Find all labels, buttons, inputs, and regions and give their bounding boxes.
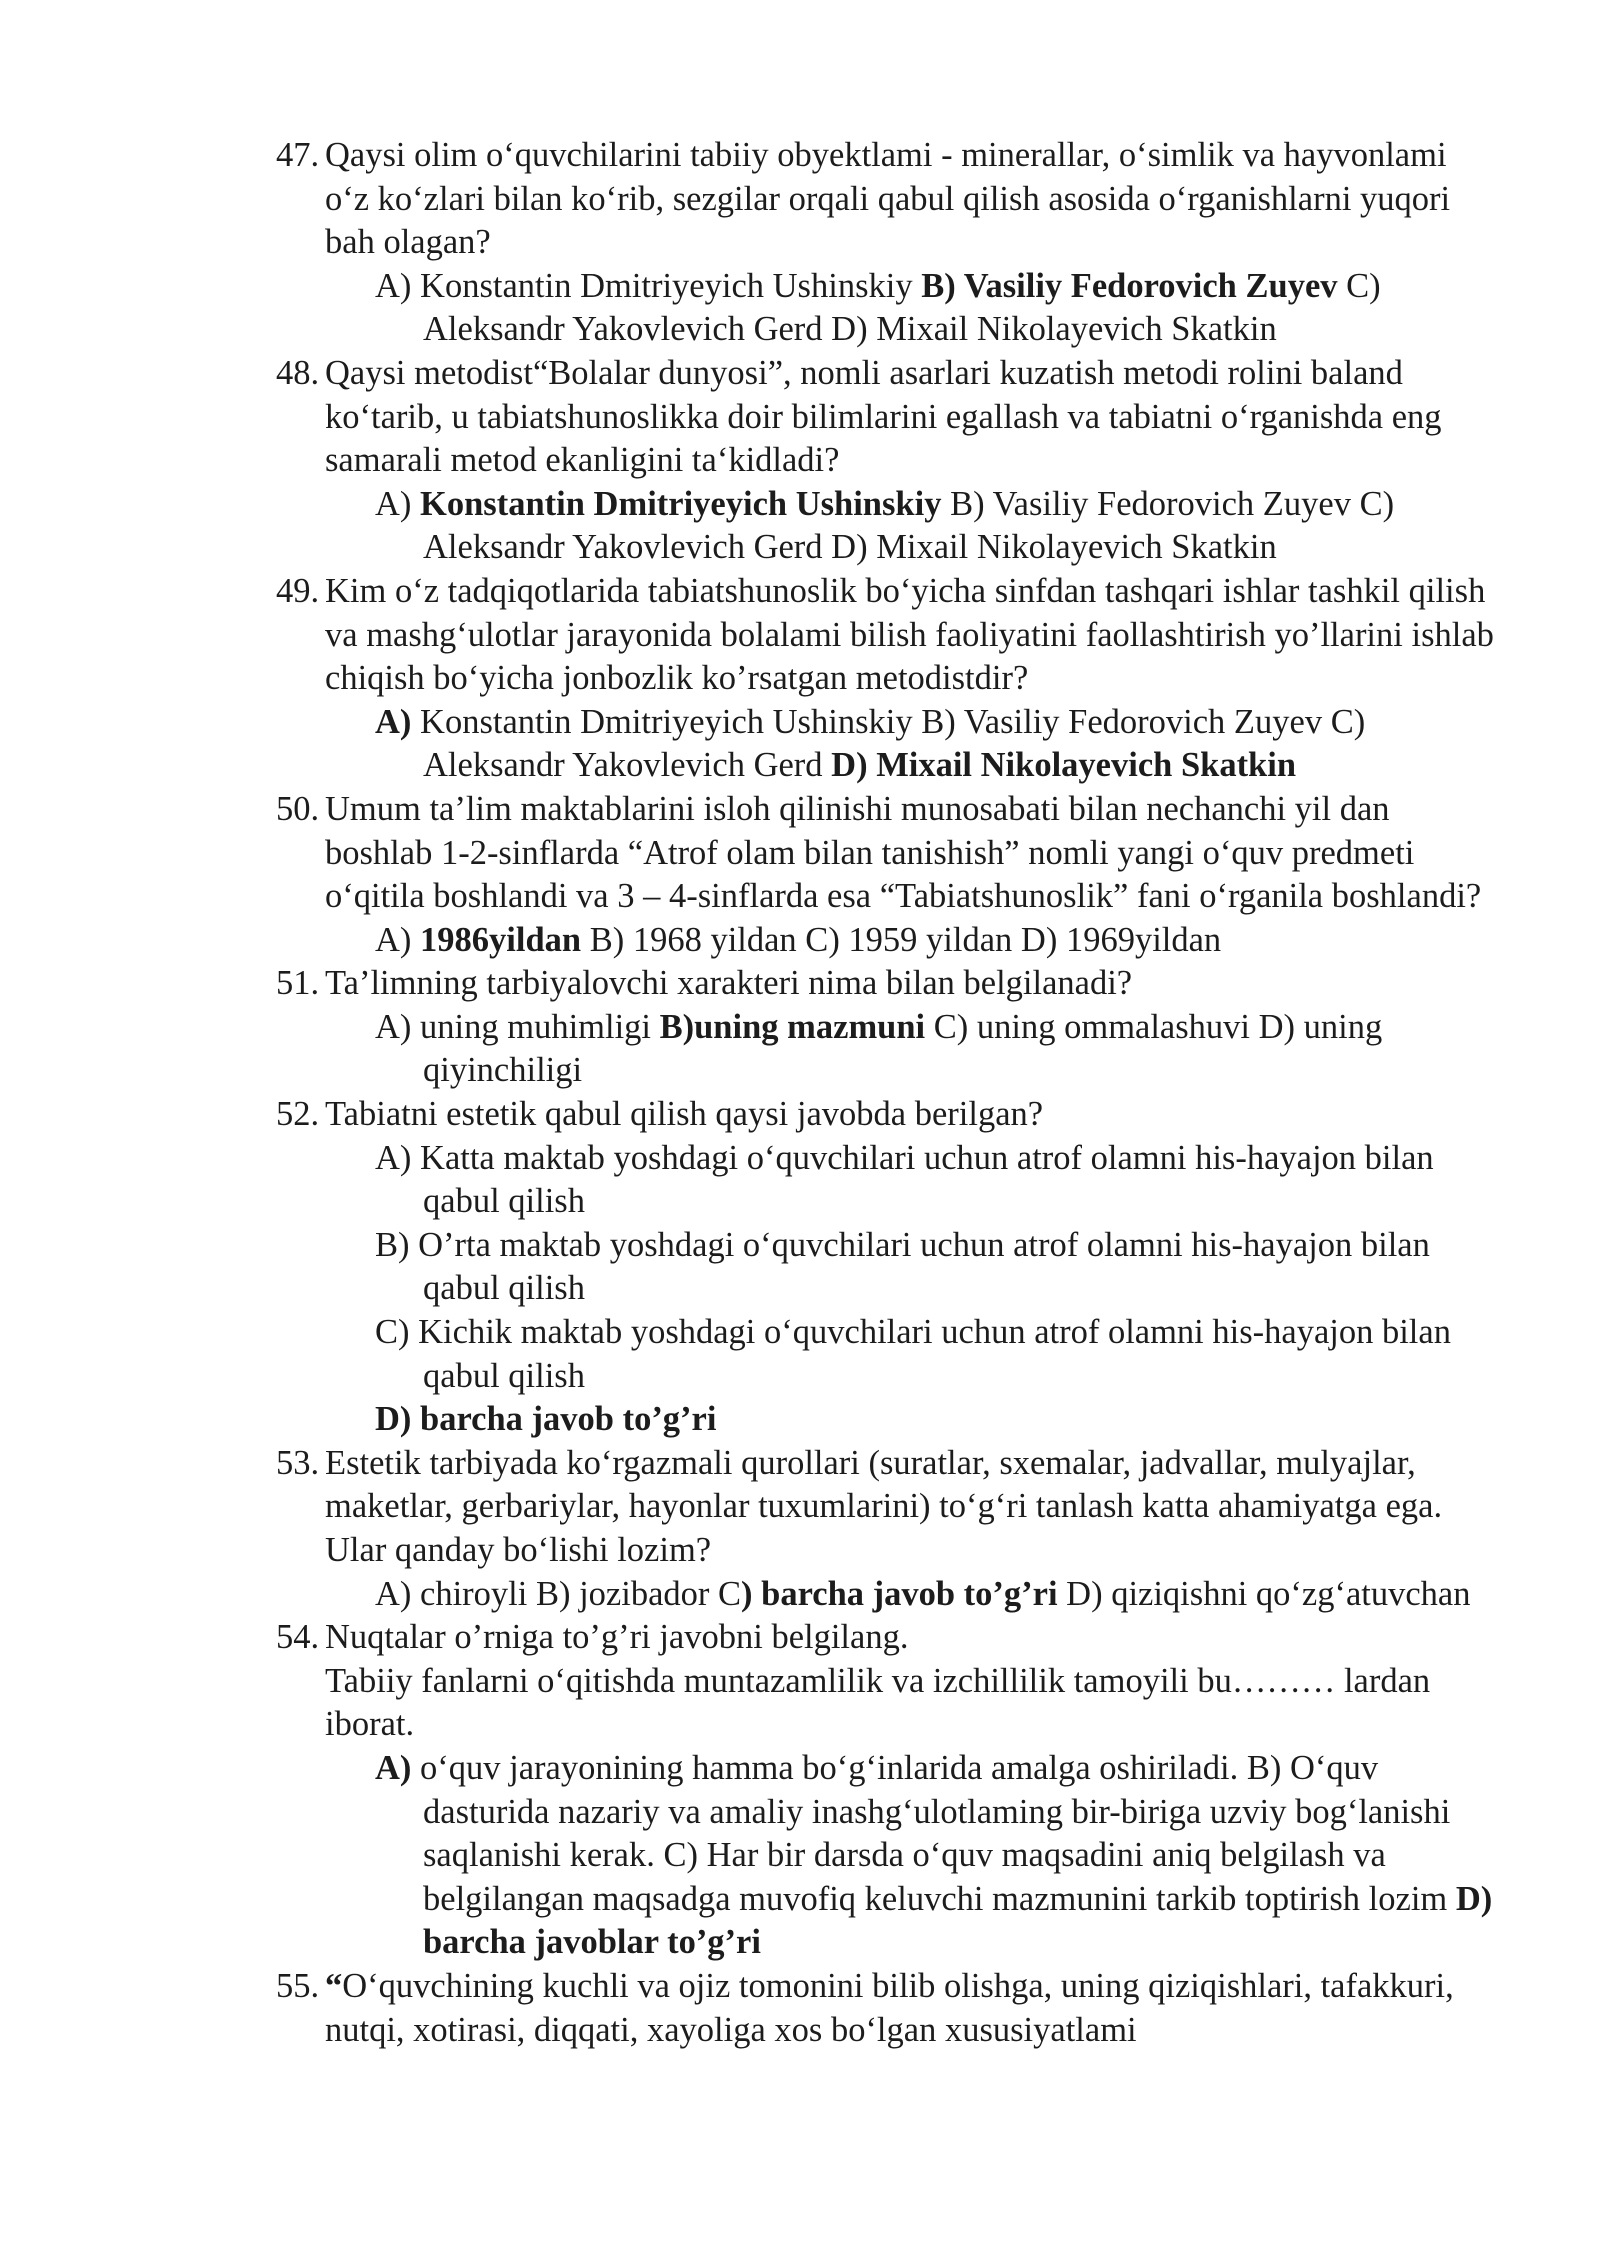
text-run: D) qiziqishni qo‘zg‘atuvchan [1057,1574,1471,1613]
text-run: B) 1968 yildan C) 1959 yildan D) 1969yildan [581,920,1222,959]
bold-text-run: 1986yildan [420,920,582,959]
question-number: 51. [276,964,320,1003]
question-55 [0,1965,1495,2052]
question-text [325,1965,1495,2052]
question-number: 54. [276,1618,320,1657]
question-text-line: Tabiiy fanlarni o‘qitishda muntazamlilik va izchillilik tamoyili bu……… lardan iborat. [325,1661,1431,1744]
text-run: B) Vasiliy Fedorovich Zuyev C) Aleksandr Yakovlevich Gerd D) Mixail Nikolayevich Skatkin [423,484,1395,567]
question-51 [0,962,1495,1006]
answer-options [0,1006,1503,1093]
question-number: 50. [276,789,320,828]
answer-options [0,1137,1503,1224]
answer-options [0,1398,1503,1442]
question-text: Tabiatni estetik qabul qilish qaysi javobda berilgan? [325,1095,1044,1134]
question-number: 52. [276,1095,320,1134]
bold-text-run: B) Vasiliy Fedorovich Zuyev [921,266,1338,305]
question-48 [0,352,1495,483]
text-run: Konstantin Dmitriyeyich Ushinskiy B) Vasiliy Fedorovich Zuyev C) Aleksandr Yakovlevich Gerd [411,702,1366,785]
bold-text-run: D) Mixail Nikolayevich Skatkin [831,746,1297,785]
question-53 [0,1442,1495,1573]
question-number: 47. [276,136,320,174]
answer-options [0,1311,1503,1398]
question-list [0,134,1503,2052]
question-text: Estetik tarbiyada ko‘rgazmali qurollari (suratlar, sxemalar, jadvallar, mulyajlar, maketlar, gerbariylar, hayonlar tuxumlarini) to‘g‘ri tanlash katta ahamiyatga ega. Ular qanday bo‘lishi lozim? [325,1443,1443,1569]
question-number: 53. [276,1443,320,1482]
text-run: A) Katta maktab yoshdagi o‘quvchilari uchun atrof olamni his-hayajon bilan qabul qilish [375,1138,1434,1221]
answer-options [0,1573,1503,1617]
question-text: Kim o‘z tadqiqotlarida tabiatshunoslik bo‘yicha sinfdan tashqari ishlar tashkil qilish va mashg‘ulotlar jarayonida bolalami bilish faoliyatini faollashtirish yo’llarini ishlab chiqish bo‘yicha jonbozlik ko’rsatgan metodistdir? [325,571,1494,698]
answer-options [0,483,1503,570]
question-47 [0,134,1495,265]
text-run: A) chiroyli B) jozibador C [375,1574,742,1613]
question-text: Qaysi olim o‘quvchilarini tabiiy obyektlami - minerallar, o‘simlik va hayvonlami o‘z ko‘zlari bilan ko‘rib, sezgilar orqali qabul qilish asosida o‘rganishlarni yuqori bah olagan? [325,136,1451,262]
text-run: O‘quvchining kuchli va ojiz tomonini bilib olishga, uning qiziqishlari, tafakkuri, nutqi, xotirasi, diqqati, xayoliga xos bo‘lgan xususiyatlami [325,1966,1454,2049]
bold-text-run: D) barcha javoblar to’g’ri [423,1879,1493,1962]
answer-options [0,701,1503,788]
text-run: A) [375,484,421,523]
answer-options [0,1747,1503,1965]
bold-text-run: A) [375,1748,412,1787]
text-run: C) Aleksandr Yakovlevich Gerd D) Mixail Nikolayevich Skatkin [423,266,1381,349]
question-number: 49. [276,571,320,610]
bold-text-run: B)uning mazmuni [659,1007,926,1046]
bold-text-run: D) barcha javob to’g’ri [375,1400,717,1439]
question-text: Ta’limning tarbiyalovchi xarakteri nima bilan belgilanadi? [325,964,1133,1003]
question-text-line: Nuqtalar o’rniga to’g’ri javobni belgilang. [325,1618,909,1657]
question-text: Qaysi metodist“Bolalar dunyosi”, nomli asarlari kuzatish metodi rolini baland ko‘tarib, u tabiatshunoslikka doir bilimlarini egallash va tabiatni o‘rganishda eng samarali metod ekanligini ta‘kidladi? [325,353,1442,480]
question-49 [0,570,1495,701]
question-52 [0,1093,1495,1137]
bold-text-run: A) [375,702,412,741]
text-run: A) [375,920,421,959]
text-run: A) uning muhimligi [375,1007,660,1046]
question-number: 48. [276,353,320,392]
question-text [325,1616,1495,1747]
text-run: C) uning ommalashuvi D) uning qiyinchiligi [423,1007,1383,1090]
answer-options [0,1224,1503,1311]
text-run: o‘quv jarayonining hamma bo‘g‘inlarida amalga oshiriladi. B) O‘quv dasturida nazariy va amaliy inashg‘ulotlaming bir-biriga uzviy bog‘lanishi saqlanishi kerak. C) Har bir darsda o‘quv maqsadini aniq belgilash va belgilangan maqsadga muvofiq keluvchi mazmunini tarkib toptirish lozim [411,1748,1456,1918]
question-text: Umum ta’lim maktablarini isloh qilinishi munosabati bilan nechanchi yil dan boshlab 1-2-sinflarda “Atrof olam bilan tanishish” nomli yangi o‘quv predmeti o‘qitila boshlandi va 3 – 4-sinflarda esa “Tabiatshunoslik” fani o‘rganila boshlandi? [325,789,1482,916]
answer-options [0,265,1503,352]
answer-options [0,919,1503,963]
question-number: 55. [276,1966,320,2005]
bold-text-run: “ [325,1966,343,2005]
text-run: B) O’rta maktab yoshdagi o‘quvchilari uchun atrof olamni his-hayajon bilan qabul qilish [375,1225,1430,1308]
bold-text-run: ) barcha javob to’g’ri [741,1574,1058,1613]
question-50 [0,788,1495,919]
text-run: C) Kichik maktab yoshdagi o‘quvchilari uchun atrof olamni his-hayajon bilan qabul qilish [375,1313,1451,1395]
bold-text-run: Konstantin Dmitriyeyich Ushinskiy [420,484,942,523]
question-54 [0,1616,1495,1747]
text-run: A) Konstantin Dmitriyeyich Ushinskiy [375,266,922,305]
